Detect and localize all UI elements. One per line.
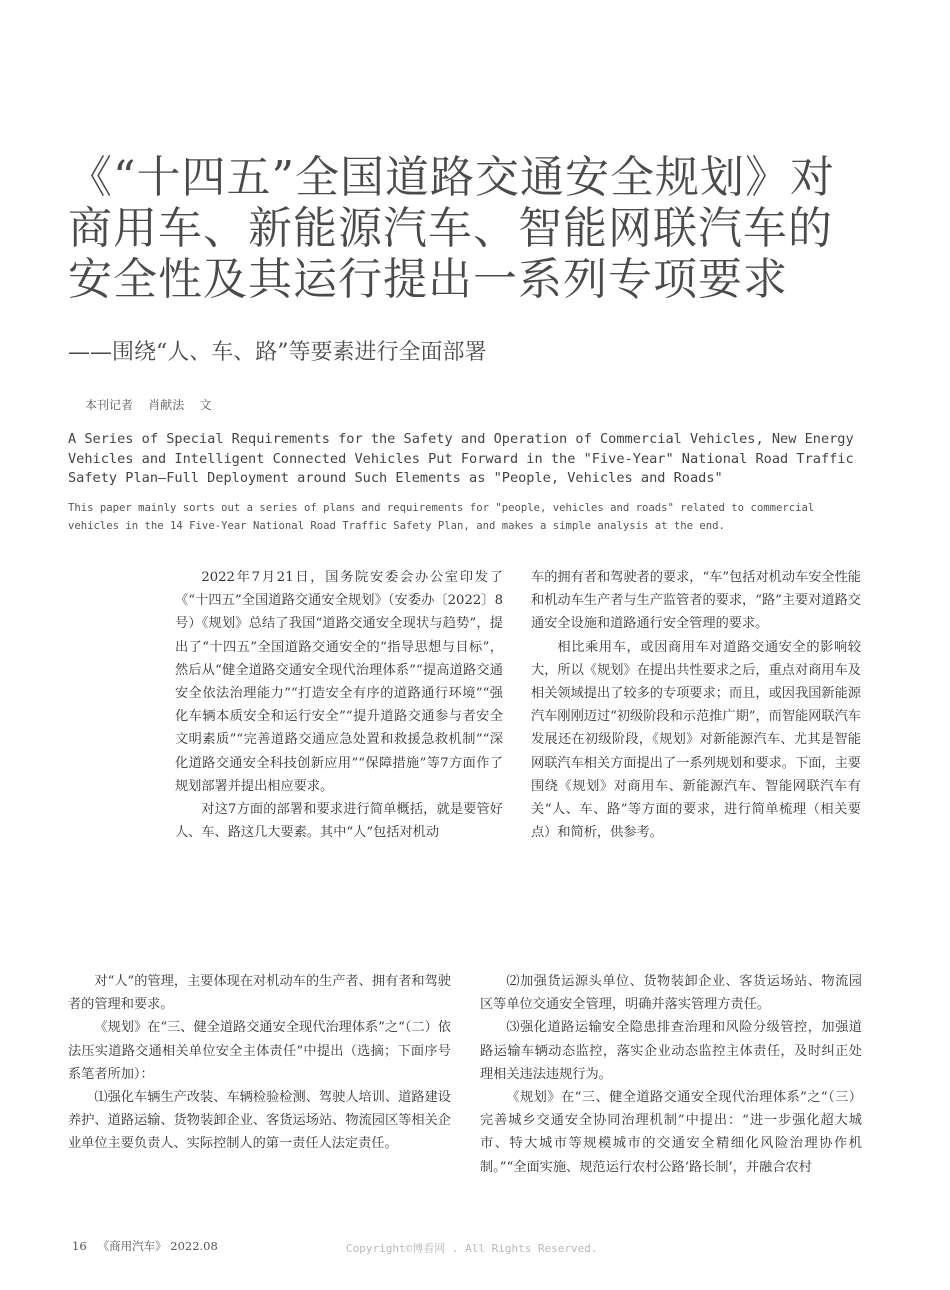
paragraph: 《规划》在“三、健全道路交通安全现代治理体系”之“（二）依法压实道路交通相关单位安全主体责任”中提出（选摘；下面序号系笔者所加）： (68, 1020, 451, 1082)
english-abstract-line: vehicles in the 14 Five-Year National Road Traffic Safety Plan, and makes a simple analysis at the end. (68, 519, 725, 532)
title-line: 安全性及其运行提出一系列专项要求 (68, 254, 788, 305)
paragraph: ⑶强化道路运输安全隐患排查治理和风险分级管控，加强道路运输车辆动态监控，落实企业动态监控主体责任，及时纠正处理相关违法违规行为。 (480, 1020, 862, 1082)
title-line: 商用车、新能源汽车、智能网联汽车的 (68, 203, 833, 254)
english-title (68, 430, 858, 489)
paragraph: 《规划》在“三、健全道路交通安全现代治理体系”之“（三）完善城乡交通安全协同治理机制”中提出：“进一步强化超大城市、特大城市等规模城市的交通安全精细化风险治理协作机制。”“全面实施、规范运行农村公路‘路长制’，并融合农村 (480, 1090, 862, 1175)
paragraph: 2022年7月21日，国务院安委会办公室印发了《“十四五”全国道路交通安全规划》（安委办〔2022〕8号）《规划》总结了我国“道路交通安全现状与趋势”，提出了“十四五”全国道路交通安全的“指导思想与目标”，然后从“健全道路交通安全现代治理体系”“提高道路交通安全依法治理能力”“打造安全有序的道路通行环境”“强化车辆本质安全和运行安全”“提升道路交通参与者安全文明素质”“完善道路交通应急处置和救援急救机制”“深化道路交通安全科技创新应用”“保障措施”等7方面作了规划部署并提出相应要求。 (175, 570, 503, 794)
title-line: 《“十四五”全国道路交通安全规划》对 (68, 152, 835, 203)
english-title-line: Safety Plan—Full Deployment around Such Elements as "People, Vehicles and Roads" (68, 470, 723, 486)
article-subtitle: ——围绕“人、车、路”等要素进行全面部署 (68, 340, 487, 365)
article-title (68, 152, 848, 305)
english-title-line: A Series of Special Requirements for the Safety and Operation of Commercial Vehicles, New Energy (68, 431, 854, 447)
body-column-upper-right (531, 566, 861, 844)
body-column-lower-left (68, 970, 451, 1156)
body-column-upper-left (175, 566, 503, 844)
body-column-lower-right (480, 970, 862, 1179)
paragraph: ⑴强化车辆生产改装、车辆检验检测、驾驶人培训、道路建设养护、道路运输、货物装卸企业、客货运场站、物流园区等相关企业单位主要负责人、实际控制人的第一责任人法定责任。 (68, 1090, 451, 1152)
paragraph: 对这7方面的部署和要求进行简单概括，就是要管好人、车、路这几大要素。其中“人”包括对机动 (175, 802, 503, 841)
english-abstract-line: This paper mainly sorts out a series of plans and requirements for "people, vehicles and roads" related to commercial (68, 502, 815, 514)
english-abstract (68, 500, 858, 535)
english-title-line: Vehicles and Intelligent Connected Vehicles Put Forward in the "Five-Year" National Road Traffic (68, 450, 854, 467)
paragraph: ⑵加强货运源头单位、货物装卸企业、客货运场站、物流园区等单位交通安全管理，明确并落实管理方责任。 (480, 974, 862, 1013)
paragraph: 相比乘用车，或因商用车对道路交通安全的影响较大，所以《规划》在提出共性要求之后，重点对商用车及相关领域提出了较多的专项要求；而且，或因我国新能源汽车刚刚迈过“初级阶段和示范推广期”，而智能网联汽车发展还在初级阶段，《规划》对新能源汽车、尤其是智能网联汽车相关方面提出了一系列规划和要求。下面，主要围绕《规划》对商用车、新能源汽车、智能网联汽车有关“人、车、路”等方面的要求，进行简单梳理（相关要点）和简析，供参考。 (531, 639, 861, 841)
byline: 本刊记者 肖献法 文 (85, 398, 212, 412)
page-footer: 16 《商用汽车》 2022.08 (72, 1239, 218, 1253)
copyright-watermark: Copyright©博看网 . All Rights Reserved. (346, 1242, 598, 1255)
paragraph: 车的拥有者和驾驶者的要求，“车”包括对机动车安全性能和机动车生产者与生产监管者的要求，“路”主要对道路交通安全设施和道路通行安全管理的要求。 (531, 570, 861, 632)
paragraph: 对“人”的管理，主要体现在对机动车的生产者、拥有者和驾驶者的管理和要求。 (68, 974, 451, 1013)
